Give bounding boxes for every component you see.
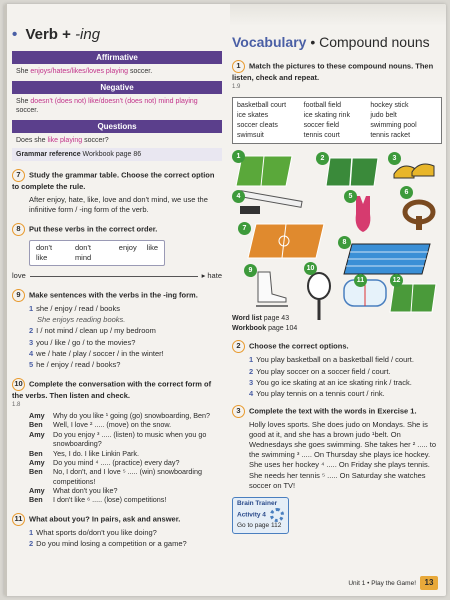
list-item: 4 we / hate / play / soccer / in the winter! bbox=[29, 348, 164, 358]
picture-number: 12 bbox=[390, 274, 403, 287]
page-footer bbox=[348, 576, 438, 590]
vocab-word: basketball court bbox=[237, 102, 287, 110]
picture-number: 7 bbox=[238, 222, 251, 235]
basketball-court-picture bbox=[246, 222, 326, 260]
exercise-number: 10 bbox=[12, 378, 25, 391]
exercise-number: 8 bbox=[12, 223, 25, 236]
exercise-title: Complete the text with the words in Exercise 1. bbox=[249, 406, 417, 416]
exercise-title: Choose the correct options. bbox=[249, 341, 349, 351]
exercise-10 bbox=[12, 378, 222, 505]
exercise-number: 3 bbox=[232, 405, 245, 418]
hockey-stick-picture bbox=[236, 190, 306, 220]
exercise-title: What about you? In pairs, ask and answer. bbox=[29, 514, 181, 524]
vocabulary-column bbox=[232, 34, 442, 534]
vocabulary-title: Vocabulary • Compound nouns bbox=[232, 34, 430, 50]
word-box bbox=[29, 240, 165, 266]
exercise-title: Put these verbs in the correct order. bbox=[29, 224, 158, 234]
exercise-title: Make sentences with the verbs in the -ing form. bbox=[29, 290, 198, 300]
picture-number: 5 bbox=[344, 190, 357, 203]
list-item: 1 she / enjoy / read / books bbox=[29, 304, 120, 314]
example-answer: She enjoys reading books. bbox=[37, 315, 126, 325]
exercise-number: 11 bbox=[12, 513, 25, 526]
page-edge bbox=[4, 4, 7, 596]
arrow-icon: ▸ bbox=[201, 271, 206, 280]
vocab-word: ice skating rink bbox=[303, 112, 350, 120]
picture-number: 10 bbox=[304, 262, 317, 275]
vocab-word: tennis racket bbox=[370, 131, 411, 139]
vocab-word: football field bbox=[303, 102, 342, 110]
picture-number: 6 bbox=[400, 186, 413, 199]
unit-label: Unit 1 • Play the Game! bbox=[348, 579, 416, 587]
picture-number: 4 bbox=[232, 190, 245, 203]
scale-line bbox=[30, 276, 198, 277]
vocab-word: swimming pool bbox=[370, 121, 417, 129]
list-item: 3 You go ice skating at an ice skating rink / track. bbox=[249, 377, 412, 387]
compound-nouns-box bbox=[232, 97, 442, 144]
negative-header: Negative bbox=[12, 81, 222, 94]
word-chip: enjoy bbox=[118, 242, 137, 252]
exercise-7 bbox=[12, 169, 222, 214]
questions-example: Does she like playing soccer? bbox=[16, 137, 109, 145]
exercise-number: 7 bbox=[12, 169, 25, 182]
vocab-word: soccer cleats bbox=[237, 121, 278, 129]
picture-number: 11 bbox=[354, 274, 367, 287]
vocab-word: soccer field bbox=[303, 121, 340, 129]
negative-example: She doesn't (does not) like/doesn't (does not) mind playing soccer. bbox=[16, 98, 198, 115]
exercise-title: Study the grammar table. Choose the correct option to complete the rule. bbox=[12, 170, 215, 192]
grammar-column bbox=[12, 26, 222, 549]
word-chip: don't like bbox=[36, 242, 53, 262]
judo-belt-picture bbox=[402, 198, 436, 232]
word-chip: don't mind bbox=[74, 242, 92, 262]
grammar-title: • Verb + -ing bbox=[12, 26, 101, 43]
tennis-racket-picture bbox=[304, 272, 334, 322]
picture-number: 1 bbox=[232, 150, 245, 163]
vocab-exercise-2 bbox=[232, 340, 442, 399]
exercise-number: 1 bbox=[232, 60, 245, 73]
vocab-word: ice skates bbox=[237, 112, 269, 120]
list-item: 2 I / not mind / clean up / my bedroom bbox=[29, 326, 156, 336]
audio-track: 1.9 bbox=[232, 84, 241, 91]
affirmative-example: She enjoys/hates/likes/loves playing soccer. bbox=[16, 68, 153, 75]
picture-number: 8 bbox=[338, 236, 351, 249]
exercise-title: Match the pictures to these compound nouns. Then listen, check and repeat. bbox=[232, 61, 434, 82]
audio-track: 1.8 bbox=[12, 402, 21, 408]
sports-illustrations bbox=[232, 150, 442, 332]
ice-skates-picture bbox=[252, 268, 292, 308]
list-item: 2 Do you mind losing a competition or a game? bbox=[29, 538, 187, 548]
list-item: 5 he / enjoy / read / books? bbox=[29, 359, 121, 369]
list-item: 1 You play basketball on a basketball field / court. bbox=[249, 355, 414, 365]
textbook-page bbox=[4, 4, 446, 596]
picture-number: 9 bbox=[244, 264, 257, 277]
exercise-11 bbox=[12, 513, 222, 549]
exercise-body: After enjoy, hate, like, love and don't mind, we use the infinitive form / -ing form of the verb. bbox=[29, 194, 208, 214]
picture-number: 3 bbox=[388, 152, 401, 165]
bullet-icon: • bbox=[12, 26, 18, 43]
swimming-pool-picture bbox=[342, 242, 432, 276]
exercise-9 bbox=[12, 289, 222, 370]
list-item: 4 You play tennis on a tennis court / rink. bbox=[249, 388, 385, 398]
soccer-field-picture bbox=[388, 282, 438, 314]
vocab-word: hockey stick bbox=[370, 102, 409, 110]
word-chip: like bbox=[146, 242, 158, 252]
list-item: 1 What sports do/don't you like doing? bbox=[29, 527, 157, 537]
vocab-word: swimsuit bbox=[237, 131, 264, 139]
header-decoration bbox=[230, 4, 446, 26]
vocab-exercise-1 bbox=[232, 60, 442, 91]
exercise-number: 2 bbox=[232, 340, 245, 353]
exercise-number: 9 bbox=[12, 289, 25, 302]
affirmative-header: Affirmative bbox=[12, 51, 222, 64]
vocab-exercise-3 bbox=[232, 405, 442, 491]
vocab-word: judo belt bbox=[370, 112, 397, 120]
vocab-word: tennis court bbox=[303, 131, 340, 139]
page-number: 13 bbox=[420, 576, 438, 590]
list-item: 3 you / like / go / to the movies? bbox=[29, 337, 136, 347]
tennis-court-picture bbox=[324, 156, 380, 188]
exercise-title: Complete the conversation with the correct form of the verbs. Then listen and check. bbox=[12, 379, 212, 400]
list-item: 2 You play soccer on a soccer field / court. bbox=[249, 366, 391, 376]
exercise-body: Holly loves sports. She does judo on Mondays. She is good at it, and she has a brown judo ¹belt. On Wednesdays she goes swimming. She takes her ² ..... to the swimming ³ ..... On Thursday she plays ice hockey. She uses her hockey ⁴ ..... On Friday she plays tennis. She needs her tennis ⁵ ..... On Saturday she watches soccer on TV! bbox=[249, 419, 437, 490]
word-list-reference[interactable]: Word list page 43 Workbook page 104 bbox=[232, 315, 298, 332]
grammar-reference[interactable]: Grammar reference Workbook page 86 bbox=[12, 148, 222, 161]
questions-header: Questions bbox=[12, 120, 222, 133]
gear-icon bbox=[270, 508, 284, 522]
picture-number: 2 bbox=[316, 152, 329, 165]
love-hate-scale: love ▸ hate bbox=[12, 271, 222, 280]
exercise-8 bbox=[12, 223, 222, 281]
conversation: Amy Why do you like ¹ going (go) snowboarding, Ben? Ben Well, I love ² ..... (move) on the snow. Amy Do you enjoy ³ ..... (listen) to music when you go snowboarding? Ben Yes, I do. I like Linkin Park. Amy Do you mind ⁴ ..... (practice) every day? Ben No, I don't, and I love ⁵ ..... (win) snowboarding competitions! Amy What don't you like? Ben I don't like ⁶ ..... (lose) competitions! bbox=[29, 411, 211, 505]
brain-trainer-box[interactable]: Brain Trainer Activity 4 Go to page 112 bbox=[232, 497, 289, 534]
